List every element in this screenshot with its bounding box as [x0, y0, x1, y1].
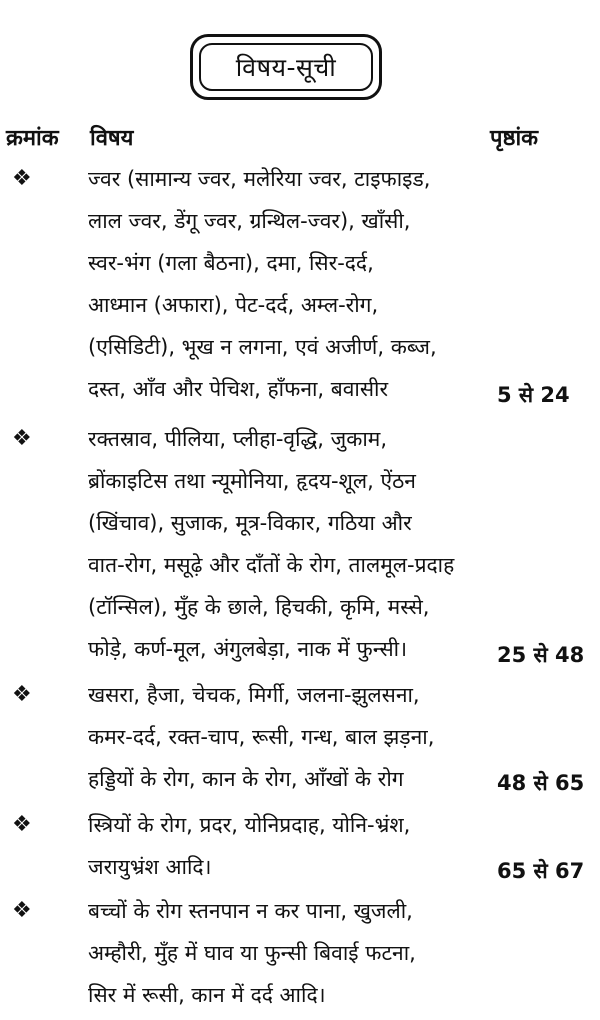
page-range: 5 से 24 [497, 383, 570, 407]
bullet-icon: ❖ [12, 166, 32, 191]
title-frame [190, 34, 382, 100]
page-range: 25 से 48 [497, 643, 585, 667]
entry-line: स्वर-भंग (गला बैठना), दमा, सिर-दर्द, [88, 251, 374, 275]
entry-line: खसरा, हैजा, चेचक, मिर्गी, जलना-झुलसना, [88, 683, 420, 707]
page-range: 65 से 67 [497, 859, 585, 883]
entry-line: कमर-दर्द, रक्त-चाप, रूसी, गन्ध, बाल झड़ना, [88, 725, 435, 749]
entry-line: फोड़े, कर्ण-मूल, अंगुलबेड़ा, नाक में फुन्सी। [88, 637, 408, 661]
bullet-icon: ❖ [12, 898, 32, 923]
entry-line: (टॉन्सिल), मुँह के छाले, हिचकी, कृमि, मस्से, [88, 595, 430, 619]
entry-line: लाल ज्वर, डेंगू ज्वर, ग्रन्थिल-ज्वर), खाँसी, [88, 209, 411, 233]
entry-line: दस्त, आँव और पेचिश, हाँफना, बवासीर [88, 377, 389, 401]
entry-line: बच्चों के रोग स्तनपान न कर पाना, खुजली, [88, 899, 413, 923]
bullet-icon: ❖ [12, 426, 32, 451]
entry-line: अम्हौरी, मुँह में घाव या फुन्सी बिवाई फटना, [88, 941, 416, 965]
entry-line: आध्मान (अफारा), पेट-दर्द, अम्ल-रोग, [88, 293, 379, 317]
bullet-icon: ❖ [12, 812, 32, 837]
entry-line: (खिंचाव), सुजाक, मूत्र-विकार, गठिया और [88, 511, 412, 535]
entry-line: हड्डियों के रोग, कान के रोग, आँखों के रोग [88, 767, 404, 791]
bullet-icon: ❖ [12, 682, 32, 707]
header-number: क्रमांक [6, 126, 59, 151]
entry-line: सिर में रूसी, कान में दर्द आदि। [88, 983, 326, 1007]
header-page: पृष्ठांक [490, 126, 539, 151]
page-range: 48 से 65 [497, 771, 585, 795]
page-title: विषय-सूची [199, 43, 373, 91]
entry-line: वात-रोग, मसूढ़े और दाँतों के रोग, तालमूल-प्रदाह [88, 553, 455, 577]
entry-line: जरायुभ्रंश आदि। [88, 855, 212, 879]
header-subject: विषय [90, 126, 134, 151]
entry-line: रक्तस्राव, पीलिया, प्लीहा-वृद्धि, जुकाम, [88, 427, 388, 451]
column-header [0, 122, 600, 156]
entry-line: ब्रोंकाइटिस तथा न्यूमोनिया, हृदय-शूल, ऐंठन [88, 469, 416, 493]
entry-line: (एसिडिटी), भूख न लगना, एवं अजीर्ण, कब्ज, [88, 335, 437, 359]
entry-line: स्त्रियों के रोग, प्रदर, योनिप्रदाह, योनि-भ्रंश, [88, 813, 411, 837]
entry-line: ज्वर (सामान्य ज्वर, मलेरिया ज्वर, टाइफाइड, [88, 167, 431, 191]
